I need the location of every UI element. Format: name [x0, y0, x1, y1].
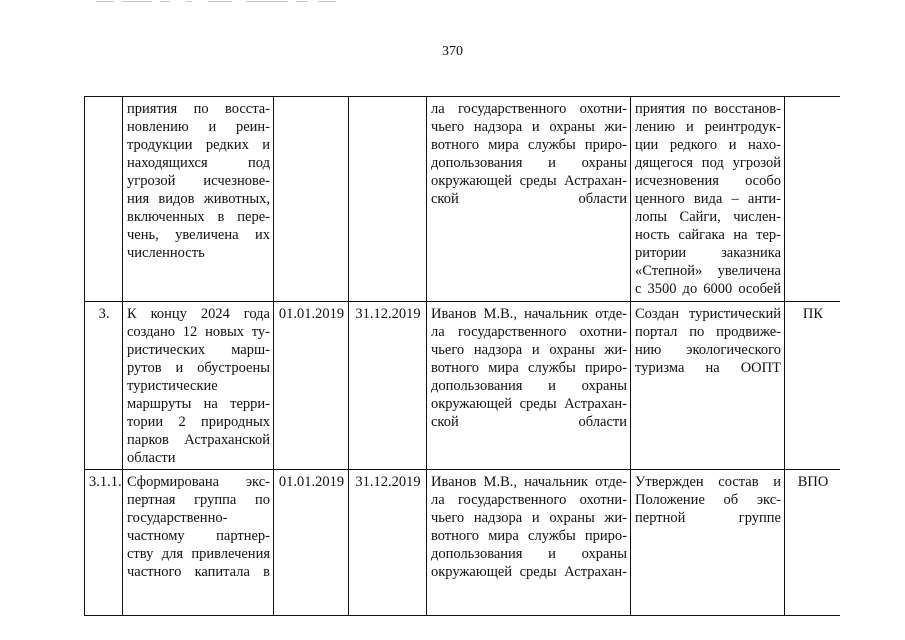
table-row: [85, 302, 841, 470]
start-date-cell: 01.01.2019: [274, 302, 349, 470]
responsible-cell: ла государственного охотни- чьего надзора и охраны жи- вотного мира службы приро- допользования и охраны окружающей среды Астрахан- ской области: [427, 97, 631, 302]
description-cell: К концу 2024 года создано 12 новых ту- ристических марш- рутов и обустроены туристические маршруты на терри- тории 2 природных парков Астраханской области: [123, 302, 274, 470]
table-row: [85, 97, 841, 302]
responsible-cell: Иванов М.В., начальник отде- ла государственного охотни- чьего надзора и охраны жи- вотного мира службы приро- допользования и охраны окружающей среды Астрахан-: [427, 470, 631, 616]
table-row: [85, 470, 841, 616]
responsible-cell: Иванов М.В., начальник отде- ла государственного охотни- чьего надзора и охраны жи- вотного мира службы приро- допользования и охраны окружающей среды Астрахан- ской области: [427, 302, 631, 470]
end-date-cell: 31.12.2019: [349, 470, 427, 616]
type-cell: [785, 97, 841, 302]
start-date-cell: [274, 97, 349, 302]
end-date-cell: 31.12.2019: [349, 302, 427, 470]
row-number-cell: 3.: [85, 302, 123, 470]
type-cell: ПК: [785, 302, 841, 470]
description-cell: приятия по восста- новлению и реин- тродукции редких и находящихся под угрозой исчезнове- ния видов животных, включенных в пере- чень, увеличена их численность: [123, 97, 274, 302]
description-cell: Сформирована экс- пертная группа по государственно- частному партнер- ству для привлечения частного капитала в: [123, 470, 274, 616]
result-cell: Утвержден состав и Положение об экс- пертной группе: [631, 470, 785, 616]
end-date-cell: [349, 97, 427, 302]
result-cell: Создан туристический портал по продвиже- нию экологического туризма на ООПТ: [631, 302, 785, 470]
scan-artifact: [96, 0, 346, 4]
row-number-cell: [85, 97, 123, 302]
result-cell: приятия по восстанов- лению и реинтродук- ции редкого и нахо- дящегося под угрозой исчезновения особо ценного вида – анти- лопы Сайги, числен- ность сайгака на тер- ритории заказника «Степной» увеличена с 3500 до 6000 особей: [631, 97, 785, 302]
page-number: 370: [442, 44, 463, 59]
plan-table-container: [84, 96, 840, 640]
type-cell: ВПО: [785, 470, 841, 616]
plan-table: [84, 96, 840, 616]
row-number-cell: 3.1.1.: [85, 470, 123, 616]
start-date-cell: 01.01.2019: [274, 470, 349, 616]
